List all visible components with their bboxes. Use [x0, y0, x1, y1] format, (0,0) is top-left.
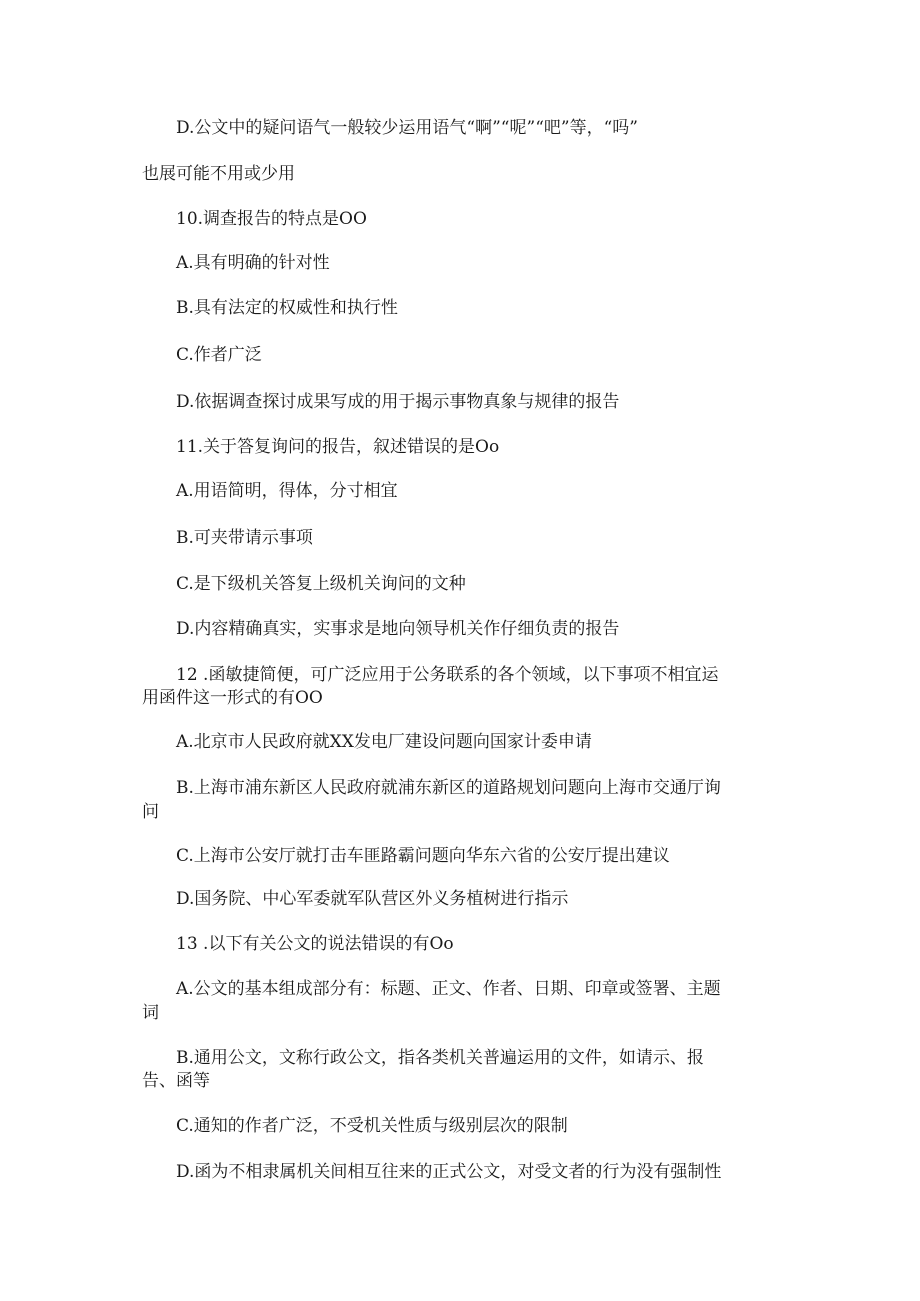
- question-12-line-2: 用函件这一形式的有OO: [142, 688, 323, 708]
- question-12-line-1: 12 .函敏捷简便，可广泛应用于公务联系的各个领域，以下事项不相宜运: [176, 665, 719, 685]
- q11-option-a: A.用语简明，得体，分寸相宜: [176, 481, 398, 501]
- q10-option-d: D.依据调查探讨成果写成的用于揭示事物真象与规律的报告: [176, 392, 620, 412]
- q11-option-b: B.可夹带请示事项: [176, 528, 313, 548]
- q13-option-b-line-2: 告、函等: [142, 1071, 210, 1091]
- q10-option-a: A.具有明确的针对性: [176, 253, 330, 273]
- q13-option-a-line-1: A.公文的基本组成部分有：标题、正文、作者、日期、印章或签署、主题: [176, 979, 721, 999]
- q9-option-d-line-2: 也展可能不用或少用: [142, 164, 295, 184]
- q12-option-b-line-1: B.上海市浦东新区人民政府就浦东新区的道路规划问题向上海市交通厅询: [176, 778, 721, 798]
- q11-option-c: C.是下级机关答复上级机关询问的文种: [176, 574, 466, 594]
- question-10: 10.调查报告的特点是OO: [176, 209, 367, 229]
- q12-option-c: C.上海市公安厅就打击车匪路霸问题向华东六省的公安厅提出建议: [176, 846, 670, 866]
- q11-option-d: D.内容精确真实，实事求是地向领导机关作仔细负责的报告: [176, 619, 620, 639]
- q9-option-d-line-1: D.公文中的疑问语气一般较少运用语气“啊”“呢”“吧”等，“吗”: [176, 118, 638, 138]
- question-11: 11.关于答复询问的报告，叙述错误的是Oo: [176, 437, 500, 457]
- q13-option-a-line-2: 词: [142, 1003, 159, 1023]
- q13-option-c: C.通知的作者广泛，不受机关性质与级别层次的限制: [176, 1116, 568, 1136]
- q12-option-b-line-2: 问: [142, 802, 159, 822]
- q10-option-b: B.具有法定的权威性和执行性: [176, 298, 398, 318]
- question-13: 13 .以下有关公文的说法错误的有Oo: [176, 934, 454, 954]
- q13-option-d: D.函为不相隶属机关间相互往来的正式公文，对受文者的行为没有强制性: [176, 1162, 722, 1182]
- q12-option-d: D.国务院、中心军委就军队营区外义务植树进行指示: [176, 889, 569, 909]
- q10-option-c: C.作者广泛: [176, 345, 262, 365]
- q13-option-b-line-1: B.通用公文，文称行政公文，指各类机关普遍运用的文件，如请示、报: [176, 1048, 704, 1068]
- q12-option-a: A.北京市人民政府就XX发电厂建设问题向国家计委申请: [176, 732, 592, 752]
